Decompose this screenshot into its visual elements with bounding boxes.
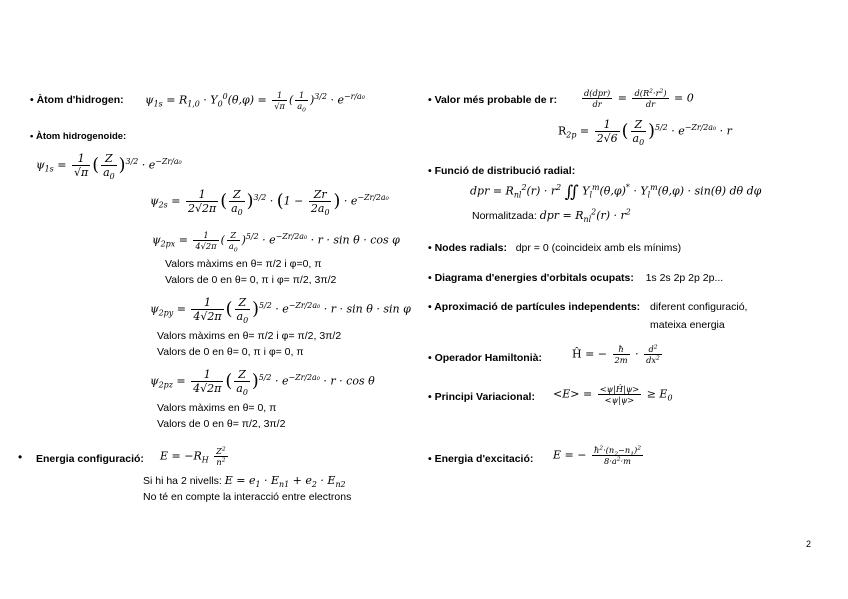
equation-variational: <E> = $\frac{<\psi|Ĥ|\psi>}{<\psi|\psi>}$ ≥ $E_0$: [553, 384, 673, 405]
bullet-config: •: [18, 450, 23, 464]
two-levels-equation: $E = e_1 \cdot E_{n1} + e_2 \cdot E_{n2}$: [224, 474, 346, 490]
pz-zero-values: Valors de 0 en θ= π/2, 3π/2: [157, 418, 286, 430]
normalized-line: [472, 207, 631, 225]
energy-diagram-line: [428, 272, 723, 284]
label-variational: • Principi Variacional:: [428, 391, 535, 403]
label-energy-configuration: Energia configuració:: [36, 453, 144, 465]
equation-2py: $\psi_{2py}$ = $\frac{1}{4√2\pi}$ ( $\frac{Z}{a_0}$ )$^{5/2} \cdot e^{-Zr/2a_0} \cdot r \cdot \sin \theta \cdot \sin \varphi$: [150, 296, 411, 326]
label-atom-hydrogen: • Àtom d'hidrogen:: [30, 94, 124, 106]
radial-nodes-value: dpr = 0 (coincideix amb els mínims): [515, 242, 682, 254]
px-max-values: Valors màxims en θ= π/2 i φ=0, π: [165, 258, 322, 270]
equation-r2p: $R_{2p}$ = $\frac{1}{2√6}$ ( $\frac{Z}{a_0}$ )$^{5/2} \cdot e^{-Zr/2a_0} \cdot r$: [558, 118, 732, 148]
py-zero-values: Valors de 0 en θ= 0, π i φ= 0, π: [157, 346, 304, 358]
independent-line1: diferent configuració,: [650, 301, 748, 313]
two-levels-prefix: Si hi ha 2 nivells:: [143, 475, 222, 487]
px-zero-values: Valors de 0 en θ= 0, π i φ= π/2, 3π/2: [165, 274, 337, 286]
electron-interaction-note: No té en compte la interacció entre electrons: [143, 491, 352, 503]
independent-line2: mateixa energia: [650, 319, 725, 331]
label-hamiltonian: • Operador Hamiltonià:: [428, 352, 542, 364]
equation-most-probable-r: $\frac{\text{d(dpr)}}{dr}$ = $\frac{d(R^2\cdot r^2)}{dr}$ = 0: [584, 87, 694, 109]
label-radial-distribution: • Funció de distribució radial:: [428, 165, 576, 177]
label-radial-nodes: • Nodes radials:: [428, 242, 507, 254]
pz-max-values: Valors màxims en θ= 0, π: [157, 402, 277, 414]
equation-2pz: $\psi_{2pz}$ = $\frac{1}{4√2\pi}$ ( $\frac{Z}{a_0}$ )$^{5/2} \cdot e^{-Zr/2a_0} \cdot r \cdot \cos \theta$: [150, 368, 375, 398]
radial-nodes-line: [428, 242, 681, 254]
label-excitation-energy: • Energia d'excitació:: [428, 453, 534, 465]
py-max-values: Valors màxims en θ= π/2 i φ= π/2, 3π/2: [157, 330, 342, 342]
page-number: 2: [806, 539, 812, 549]
equation-2s: $\psi_{2s}$ = $\frac{1}{2√2\pi}$ ( $\frac{Z}{a_0}$ )$^{3/2}$ · (1 − $\frac{Zr}{2a_0}$ ) · $e^{-Zr/2a_0}$: [150, 188, 389, 218]
equation-radial-distribution: dpr = $R_{nl}^2(r) \cdot r^2$ ∬ $Y_l^m(\theta,\varphi)^* \cdot Y_l^m(\theta,\varphi) \cdot \sin(\theta)$ dθ dφ: [470, 182, 762, 201]
equation-normalized: dpr = $R_{nl}^2(r) \cdot r^2$: [539, 207, 631, 225]
equation-hydrogenoid-1s: $\psi_{1s}$ = $\frac{1}{√\pi}$ ( $\frac{Z}{a_0}$ )$^{3/2} \cdot e^{-Zr/a_0}$: [36, 152, 182, 182]
label-hydrogenoid: • Àtom hidrogenoide:: [30, 131, 127, 142]
equation-hydrogen-1s: $\psi_{1s} = R_{1,0} \cdot Y_0^0(\theta,\varphi)$ = $\frac{1}{√\pi}$ ( $\frac{1}{a_0}$ )$^{3/2} \cdot e^{-r/a_0}$: [145, 90, 365, 114]
label-most-probable-r: • Valor més probable de r:: [428, 94, 558, 106]
normalized-label: Normalitzada:: [472, 210, 537, 222]
equation-excitation-energy: E = − $\frac{ħ^2\cdot(n_2-n_1)^2}{8\cdot a^2\cdot m}$: [553, 444, 642, 466]
equation-energy-configuration: $E = -R_H$ $\frac{Z^2}{n^2}$: [160, 445, 226, 467]
two-levels-line: [143, 474, 346, 490]
energy-diagram-value: 1s 2s 2p 2p 2p...: [645, 272, 724, 284]
equation-hamiltonian: Ĥ = − $\frac{ħ}{2m}$ · $\frac{d^2}{dx^2}$: [572, 343, 660, 365]
label-independent-particles: • Aproximació de partícules independents:: [428, 301, 641, 313]
label-energy-diagram: • Diagrama d'energies d'orbitals ocupats:: [428, 272, 634, 284]
equation-2px: $\psi_{2px}$ = $\frac{1}{4√2\pi}$ ( $\frac{Z}{a_0}$ )$^{5/2} \cdot e^{-Zr/2a_0} \cdot r \cdot \sin \theta \cdot \cos \varphi$: [152, 230, 400, 254]
